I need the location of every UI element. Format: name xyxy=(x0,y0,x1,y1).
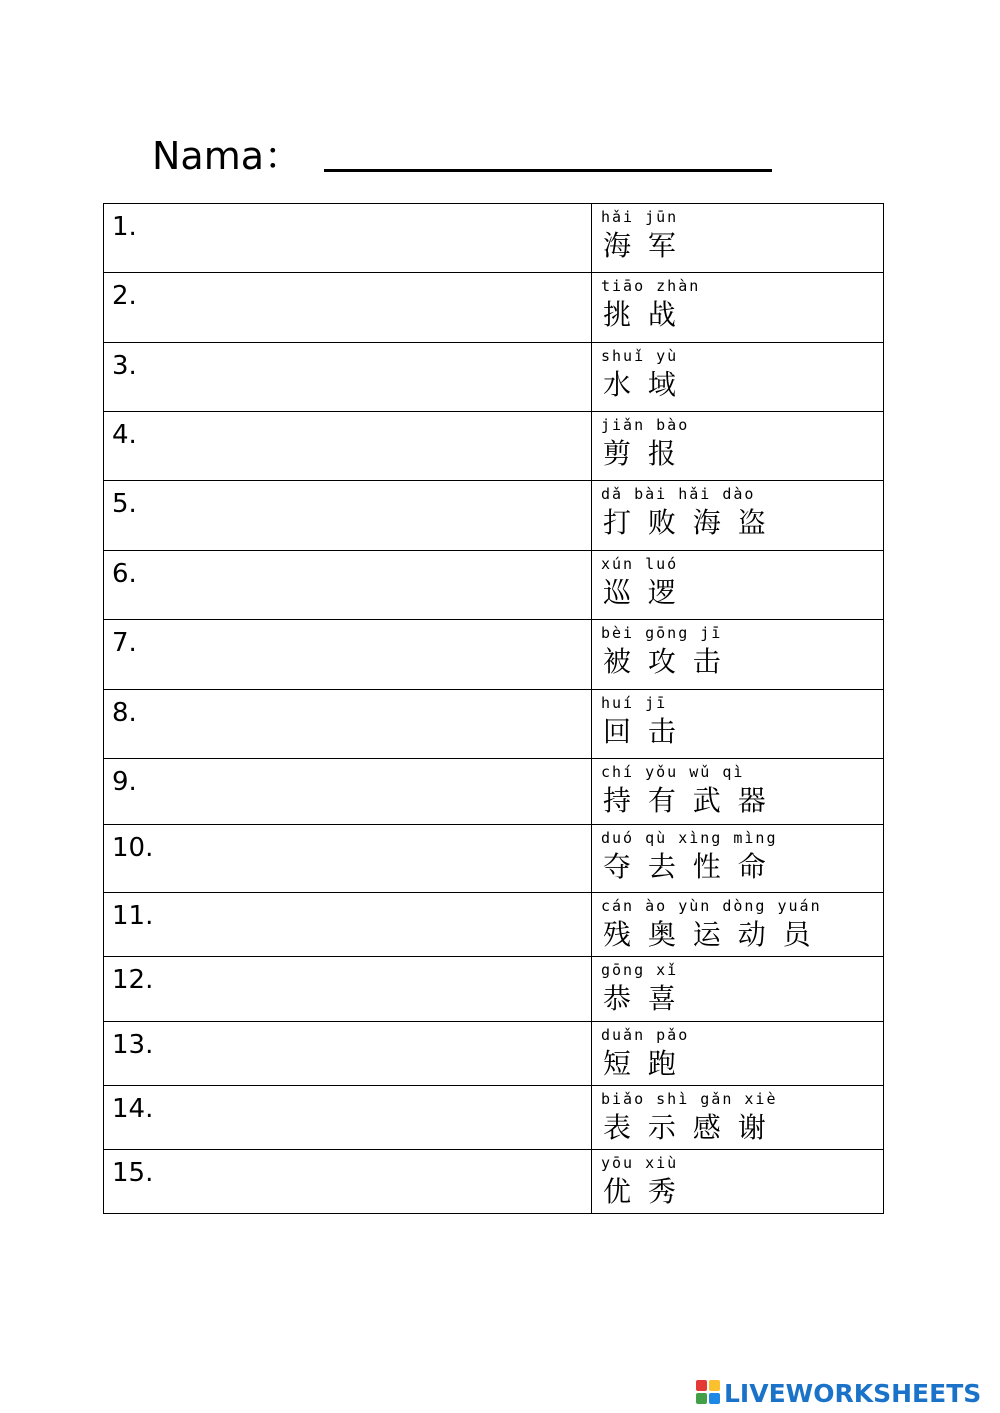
pinyin-text: cán ào yùn dòng yuán xyxy=(601,897,822,915)
table-row xyxy=(104,893,884,957)
vocab-cell xyxy=(592,620,884,690)
answer-cell[interactable] xyxy=(104,481,592,551)
table-row xyxy=(104,481,884,551)
vocab-cell xyxy=(592,204,884,273)
pinyin-text: jiǎn bào xyxy=(601,416,690,434)
vocab-cell xyxy=(592,1022,884,1086)
pinyin-text: duǎn pǎo xyxy=(601,1026,690,1044)
name-answer-line[interactable] xyxy=(324,169,772,172)
table-row xyxy=(104,273,884,343)
row-number: 10. xyxy=(112,833,154,863)
table-row xyxy=(104,343,884,412)
vocab-cell xyxy=(592,1150,884,1214)
hanzi-text: 剪 报 xyxy=(603,437,680,470)
hanzi-text: 持 有 武 器 xyxy=(603,784,770,817)
vocab-cell xyxy=(592,1086,884,1150)
brand-text: LIVEWORKSHEETS xyxy=(724,1378,982,1408)
row-number: 7. xyxy=(112,628,137,658)
liveworksheets-brand xyxy=(696,1378,981,1408)
table-row xyxy=(104,551,884,620)
table-row xyxy=(104,204,884,273)
pinyin-text: dǎ bài hǎi dào xyxy=(601,485,756,503)
answer-cell[interactable] xyxy=(104,957,592,1022)
vocab-cell xyxy=(592,273,884,343)
row-number: 4. xyxy=(112,420,137,450)
hanzi-text: 表 示 感 谢 xyxy=(603,1111,770,1144)
answer-cell[interactable] xyxy=(104,551,592,620)
pinyin-text: biǎo shì gǎn xiè xyxy=(601,1090,778,1108)
vocab-cell xyxy=(592,412,884,481)
pinyin-text: huí jī xyxy=(601,694,668,712)
answer-cell[interactable] xyxy=(104,412,592,481)
answer-cell[interactable] xyxy=(104,759,592,825)
table-row xyxy=(104,1022,884,1086)
row-number: 13. xyxy=(112,1030,154,1060)
pinyin-text: shuǐ yù xyxy=(601,347,679,365)
answer-cell[interactable] xyxy=(104,273,592,343)
table-row xyxy=(104,412,884,481)
row-number: 14. xyxy=(112,1094,154,1124)
table-row xyxy=(104,1086,884,1150)
answer-cell[interactable] xyxy=(104,825,592,893)
vocab-cell xyxy=(592,759,884,825)
answer-cell[interactable] xyxy=(104,620,592,690)
vocab-cell xyxy=(592,893,884,957)
table-row xyxy=(104,825,884,893)
pinyin-text: yōu xiù xyxy=(601,1154,679,1172)
hanzi-text: 短 跑 xyxy=(603,1047,680,1080)
table-row xyxy=(104,759,884,825)
vocab-cell xyxy=(592,690,884,759)
pinyin-text: hǎi jūn xyxy=(601,208,679,226)
pinyin-text: tiāo zhàn xyxy=(601,277,701,295)
table-row xyxy=(104,957,884,1022)
hanzi-text: 挑 战 xyxy=(603,298,680,331)
vocab-cell xyxy=(592,343,884,412)
row-number: 3. xyxy=(112,351,137,381)
hanzi-text: 回 击 xyxy=(603,715,680,748)
hanzi-text: 优 秀 xyxy=(603,1175,680,1208)
table-row xyxy=(104,690,884,759)
row-number: 9. xyxy=(112,767,137,797)
hanzi-text: 巡 逻 xyxy=(603,576,680,609)
liveworksheets-logo-icon xyxy=(696,1380,722,1406)
row-number: 12. xyxy=(112,965,154,995)
vocab-cell xyxy=(592,825,884,893)
row-number: 11. xyxy=(112,901,154,931)
row-number: 6. xyxy=(112,559,137,589)
name-label: Nama： xyxy=(152,134,303,178)
hanzi-text: 夺 去 性 命 xyxy=(603,850,770,883)
vocab-cell xyxy=(592,551,884,620)
row-number: 8. xyxy=(112,698,137,728)
answer-cell[interactable] xyxy=(104,1150,592,1214)
pinyin-text: xún luó xyxy=(601,555,679,573)
hanzi-text: 水 域 xyxy=(603,368,680,401)
pinyin-text: chí yǒu wǔ qì xyxy=(601,763,745,781)
row-number: 1. xyxy=(112,212,137,242)
pinyin-text: gōng xǐ xyxy=(601,961,679,979)
table-row xyxy=(104,1150,884,1214)
name-header xyxy=(152,128,772,178)
hanzi-text: 打 败 海 盗 xyxy=(603,506,770,539)
row-number: 5. xyxy=(112,489,137,519)
row-number: 15. xyxy=(112,1158,154,1188)
hanzi-text: 被 攻 击 xyxy=(603,645,725,678)
answer-cell[interactable] xyxy=(104,343,592,412)
hanzi-text: 残 奥 运 动 员 xyxy=(603,918,815,951)
vocab-cell xyxy=(592,957,884,1022)
row-number: 2. xyxy=(112,281,137,311)
pinyin-text: duó qù xìng mìng xyxy=(601,829,778,847)
answer-cell[interactable] xyxy=(104,690,592,759)
answer-cell[interactable] xyxy=(104,1022,592,1086)
hanzi-text: 海 军 xyxy=(603,229,680,262)
hanzi-text: 恭 喜 xyxy=(603,982,680,1015)
vocab-cell xyxy=(592,481,884,551)
pinyin-text: bèi gōng jī xyxy=(601,624,723,642)
answer-cell[interactable] xyxy=(104,893,592,957)
answer-cell[interactable] xyxy=(104,204,592,273)
worksheet-table xyxy=(103,203,884,1214)
answer-cell[interactable] xyxy=(104,1086,592,1150)
table-row xyxy=(104,620,884,690)
